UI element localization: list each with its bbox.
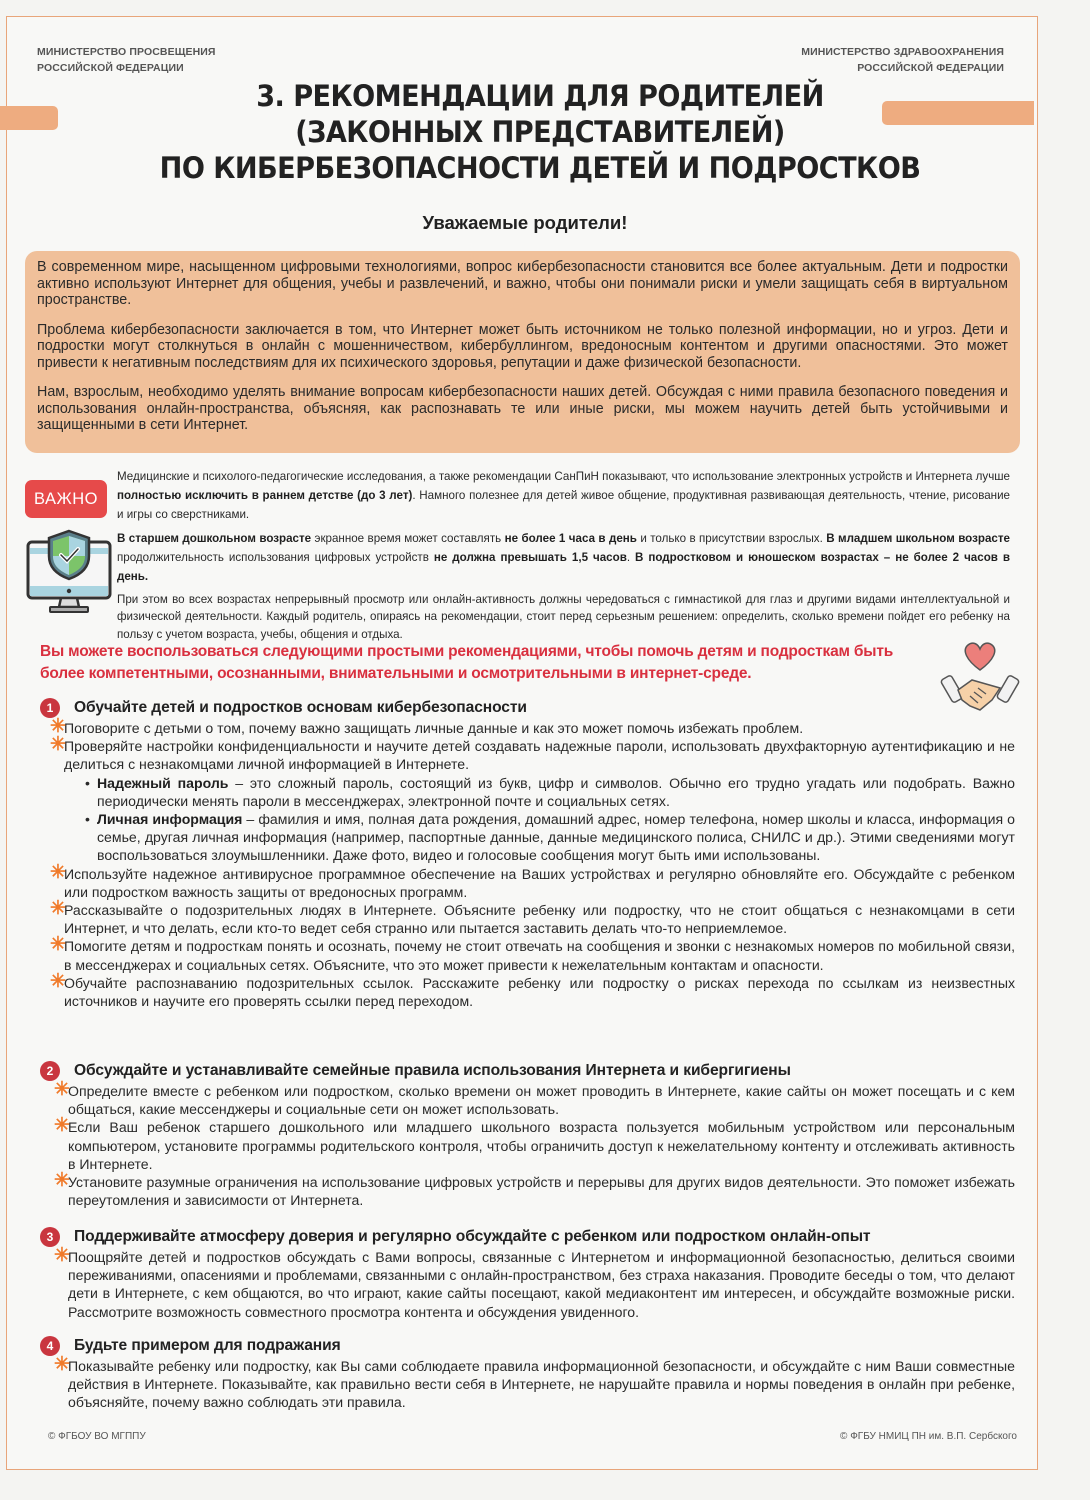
section-header xyxy=(40,1060,1015,1082)
text-span: Медицинские и психолого-педагогические исследования, а также рекомендации СанПиН показывают, что использование электронных устройств и Интернета лучше xyxy=(117,470,1010,483)
dot-bullet-icon: • xyxy=(85,811,90,828)
list-item xyxy=(50,734,1015,773)
section-title: Поддерживайте атмосферу доверия и регулярно обсуждайте с ребенком или подростком онлайн-опыт xyxy=(74,1228,871,1245)
bold-span: Надежный пароль xyxy=(97,774,229,791)
item-text: Проверяйте настройки конфиденциальности и научите детей создавать надежные пароли, использовать двухфакторную аутентификацию и не делиться с незнакомцами личной информацией в Интернете. xyxy=(64,738,1015,773)
bold-span: не более 1 часа в день xyxy=(504,532,637,546)
item-text: – фамилия и имя, полная дата рождения, домашний адрес, номер телефона, номер школы и класса, информация о семье, другая личная информация (например, паспортные данные, данные медицинского полиса, СНИЛС и др.). Этими сведениями могут воспользоваться злоумышленники. Даже фото, видео и голосовые сообщения могут быть ими использованы. xyxy=(97,811,1015,864)
section-number-badge: 3 xyxy=(40,1227,60,1247)
important-text xyxy=(117,468,1010,647)
bold-span: Личная информация xyxy=(97,811,243,828)
item-text: Рассказывайте о подозрительных людях в Интернете. Объясните ребенку или подростку, что не стоит общаться с незнакомцами в сети Интернет, и что делать, если кто-то ведет себя странно или пытается заставить делать что-то неприемлемое. xyxy=(64,902,1015,937)
title-line-1: 3. РЕКОМЕНДАЦИИ ДЛЯ РОДИТЕЛЕЙ xyxy=(256,79,824,113)
section-1 xyxy=(40,697,1015,1010)
ministry-right-line2: РОССИЙСКОЙ ФЕДЕРАЦИИ xyxy=(857,62,1004,74)
text-span: . xyxy=(626,551,636,565)
star-bullet-icon: ✳ xyxy=(54,1170,70,1192)
title-line-2: (ЗАКОННЫХ ПРЕДСТАВИТЕЛЕЙ) xyxy=(295,115,785,149)
ministry-left-line1: МИНИСТЕРСТВО ПРОСВЕЩЕНИЯ xyxy=(37,46,216,58)
section-title: Обсуждайте и устанавливайте семейные правила использования Интернета и кибергигиены xyxy=(74,1062,791,1079)
bold-span: В младшем школьном возрасте xyxy=(826,532,1010,546)
item-text: Если Ваш ребенок старшего дошкольного или младшего школьного возраста пользуется мобильным устройством или персональным компьютером, установите программы родительского контроля, чтобы ограничить доступ к нежелательному контенту и отслеживать активность в Интернете. xyxy=(68,1119,1015,1172)
text-span: . Намного полезнее для детей живое общение, продуктивная развивающая деятельность, чтение, рисование и игры со сверстниками. xyxy=(117,488,1010,521)
bold-span: В старшем дошкольном возрасте xyxy=(117,532,312,546)
star-bullet-icon: ✳ xyxy=(54,1245,70,1266)
list-item xyxy=(50,861,1015,901)
list-item xyxy=(54,1245,1015,1321)
section-number-badge: 4 xyxy=(40,1336,60,1356)
text-span: экранное время может составлять xyxy=(311,532,505,546)
ministry-right-line1: МИНИСТЕРСТВО ЗДРАВООХРАНЕНИЯ xyxy=(801,46,1004,58)
star-bullet-icon: ✳ xyxy=(50,716,66,737)
intro-paragraph: Нам, взрослым, необходимо уделять внимание вопросам кибербезопасности наших детей. Обсуждая с ними правила безопасного поведения и использования онлайн-пространства, объясняя, как распознавать те или иные риски, мы можем научить детей быть устойчивыми и защищенными в сети Интернет. xyxy=(37,384,1008,433)
list-item xyxy=(54,1079,1015,1118)
item-text: Поговорите с детьми о том, почему важно защищать личные данные и как это может помочь избежать проблем. xyxy=(64,720,804,736)
item-text: Показывайте ребенку или подростку, как Вы сами соблюдаете правила информационной безопасности, и обсуждайте с ним Ваши совместные действия в Интернете. Показывайте, как правильно вести себя в Интернете, не нарушайте правила и нормы поведения в онлайн при ребенке, объясняйте, почему важно соблюдать эти правила. xyxy=(68,1358,1015,1411)
footer-copyright-right: © ФГБУ НМИЦ ПН им. В.П. Сербского xyxy=(840,1431,1017,1442)
section-number-badge: 2 xyxy=(40,1061,60,1081)
intro-paragraph: В современном мире, насыщенном цифровыми технологиями, вопрос кибербезопасности становится все более актуальным. Дети и подростки активно используют Интернет для общения, учебы и развлечений, и важно, чтобы они понимали риски и умели защищать себя в виртуальном пространстве. xyxy=(37,259,1008,308)
text-span: продолжительность использования цифровых устройств xyxy=(117,551,434,565)
star-bullet-icon: ✳ xyxy=(50,861,66,883)
section-header xyxy=(40,1226,1015,1248)
sub-item xyxy=(40,774,1015,810)
section-4 xyxy=(40,1335,1015,1412)
list-item xyxy=(50,898,1015,937)
section-header xyxy=(40,697,1015,719)
footer-copyright-left: © ФГБОУ ВО МГППУ xyxy=(48,1431,146,1442)
item-text: Поощряйте детей и подростков обсуждать с Вами вопросы, связанные с Интернетом и информационной безопасностью, делиться своими переживаниями, опасениями и проблемами, связанными с онлайн-пространством, без страха наказания. Проводите беседы о том, что делают дети в Интернете, с кем общаются, во что играют, какие сайты посещают, какой медиаконтент им интересен, и обсуждайте возможные риски. Рассмотрите возможность совместного просмотра контента и обсуждения увиденного. xyxy=(68,1249,1015,1320)
star-bullet-icon: ✳ xyxy=(50,734,66,756)
ministry-education-label xyxy=(37,44,216,76)
section-title: Будьте примером для подражания xyxy=(74,1337,341,1354)
callout-text: Вы можете воспользоваться следующими простыми рекомендациями, чтобы помочь детям и подросткам быть более компетентными, осознанными, внимательными и осмотрительными в интернет-среде. xyxy=(40,643,894,682)
list-item xyxy=(54,1115,1015,1173)
text-span: и только в присутствии взрослых. xyxy=(636,532,827,546)
section-2 xyxy=(40,1060,1015,1209)
important-paragraph-2 xyxy=(117,530,1010,586)
item-text: Помогите детям и подросткам понять и осознать, почему не стоит отвечать на сообщения и звонки с незнакомых номеров по мобильной связи, в мессенджерах и социальных сетях. Объясните, что это может привести к нежелательным контактам и опасности. xyxy=(64,938,1015,973)
sub-item xyxy=(40,810,1015,865)
list-item xyxy=(50,970,1015,1010)
important-paragraph-1 xyxy=(117,468,1010,524)
section-header xyxy=(40,1335,1015,1357)
star-bullet-icon: ✳ xyxy=(50,970,66,992)
greeting-heading: Уважаемые родители! xyxy=(422,212,628,233)
important-paragraph-3: При этом во всех возрастах непрерывный просмотр или онлайн-активность должны чередоваться с гимнастикой для глаз и другими видами интеллектуальной и физической деятельности. Каждый родитель, опираясь на рекомендации, стоит перед серьезным решением: определить, сколько времени пойдет его ребенку на пользу с учетом возраста, учебы, общения и отдыха. xyxy=(117,592,1010,641)
section-title: Обучайте детей и подростков основам кибербезопасности xyxy=(74,699,527,716)
dot-bullet-icon: • xyxy=(85,774,90,791)
star-bullet-icon: ✳ xyxy=(54,1354,70,1375)
list-item xyxy=(50,716,1015,737)
intro-box xyxy=(25,251,1020,453)
important-badge: ВАЖНО xyxy=(25,480,107,518)
star-bullet-icon: ✳ xyxy=(50,898,66,920)
decorative-bar-left xyxy=(0,106,58,130)
list-item xyxy=(50,934,1015,973)
page-title xyxy=(98,78,981,186)
section-number-badge: 1 xyxy=(40,698,60,718)
list-item xyxy=(54,1170,1015,1209)
item-text: – это сложный пароль, состоящий из букв, цифр и символов. Обычно его трудно угадать или подобрать. Важно периодически менять пароли в мессенджерах, электронной почте и социальных сетях. xyxy=(97,774,1015,809)
ministry-health-label xyxy=(801,44,1004,76)
item-text: Установите разумные ограничения на использование цифровых устройств и перерывы для других видов деятельности. Это поможет избежать переутомления и зависимости от Интернета. xyxy=(68,1174,1015,1209)
bold-span: не должна превышать 1,5 часов xyxy=(433,551,627,565)
item-text: Используйте надежное антивирусное программное обеспечение на Ваших устройствах и регулярно обновляйте его. Обсуждайте с ребенком или подростком важность защиты от вредоносных программ. xyxy=(64,865,1015,900)
section-3 xyxy=(40,1226,1015,1321)
star-bullet-icon: ✳ xyxy=(54,1115,70,1137)
title-line-3: ПО КИБЕРБЕЗОПАСНОСТИ ДЕТЕЙ И ПОДРОСТКОВ xyxy=(159,151,921,185)
bold-span: В подростковом и юношеском возрастах – не более 2 часов в день. xyxy=(117,551,1011,583)
item-text: Обучайте распознаванию подозрительных ссылок. Расскажите ребенку или подростку о рисках перехода по ссылкам из неизвестных источников и научите его проверять ссылки перед переходом. xyxy=(64,974,1015,1010)
intro-paragraph: Проблема кибербезопасности заключается в том, что Интернет может быть источником не только полезной информации, но и угроз. Дети и подростки могут столкнуться в онлайн с мошенничеством, кибербуллингом, вредоносным контентом и другими опасностями. Это может привести к негативным последствиям для их психического здоровья, репутации и даже физической безопасности. xyxy=(37,321,1008,371)
item-text: Определите вместе с ребенком или подростком, сколько времени он может проводить в Интернете, какие сайты он может посещать и с кем общаться, какие мессенджеры и социальные сети он может использовать. xyxy=(68,1083,1015,1118)
bold-span: полностью исключить в раннем детстве (до 3 лет) xyxy=(117,488,413,502)
list-item xyxy=(54,1354,1015,1412)
star-bullet-icon: ✳ xyxy=(54,1079,70,1100)
ministry-left-line2: РОССИЙСКОЙ ФЕДЕРАЦИИ xyxy=(37,62,184,74)
monitor-shield-icon xyxy=(24,528,114,616)
star-bullet-icon: ✳ xyxy=(50,934,66,956)
